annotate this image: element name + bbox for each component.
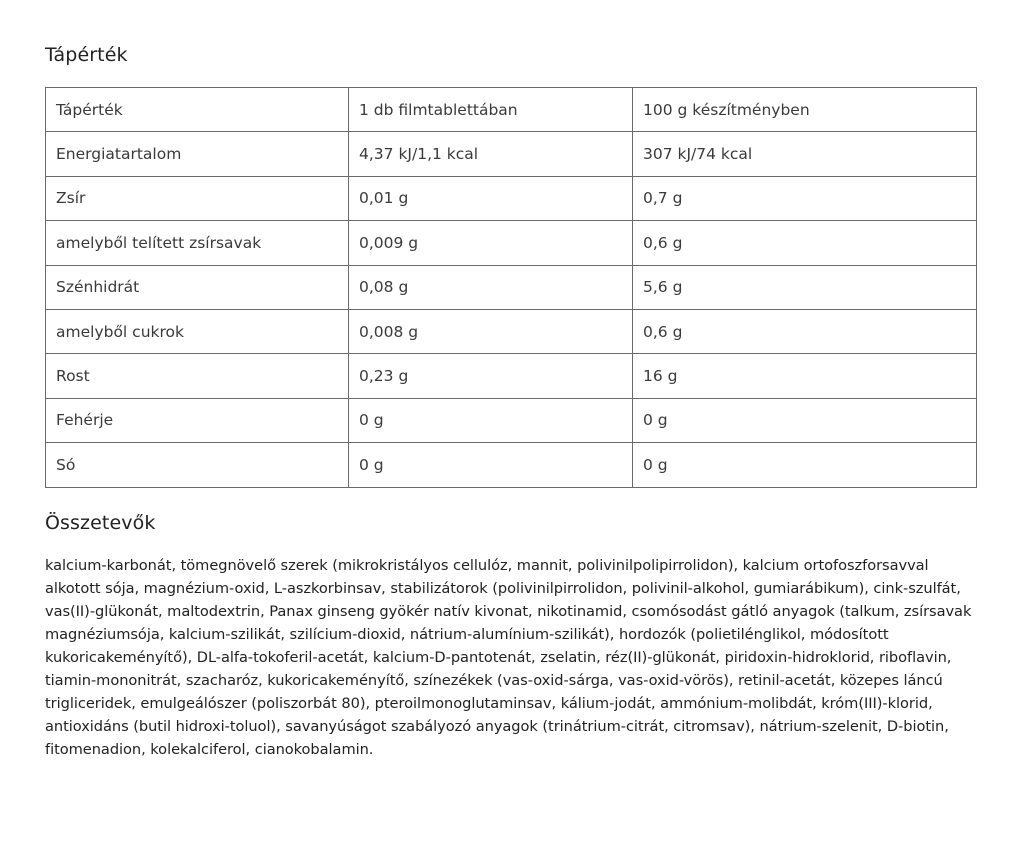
nutrient-name: Energiatartalom — [46, 132, 349, 176]
nutrient-name: amelyből telített zsírsavak — [46, 221, 349, 265]
table-row — [46, 221, 977, 265]
table-row — [46, 443, 977, 487]
per-tablet-value: 0,08 g — [349, 265, 633, 309]
ingredients-title: Összetevők — [45, 512, 156, 534]
per-tablet-value: 0,009 g — [349, 221, 633, 265]
nutrient-name: Szénhidrát — [46, 265, 349, 309]
table-row — [46, 354, 977, 398]
per-100g-value: 0,6 g — [633, 221, 977, 265]
per-tablet-value: 0 g — [349, 398, 633, 442]
per-100g-value: 0 g — [633, 398, 977, 442]
table-row — [46, 176, 977, 220]
nutrient-name: Fehérje — [46, 398, 349, 442]
per-tablet-value: 0 g — [349, 443, 633, 487]
header-cell-per-tablet: 1 db filmtablettában — [349, 88, 633, 132]
per-tablet-value: 0,008 g — [349, 309, 633, 353]
table-header-row — [46, 88, 977, 132]
nutrient-name: Zsír — [46, 176, 349, 220]
per-100g-value: 5,6 g — [633, 265, 977, 309]
table-row — [46, 265, 977, 309]
nutrition-table — [45, 87, 977, 488]
ingredients-text: kalcium-karbonát, tömegnövelő szerek (mikrokristályos cellulóz, mannit, polivinilpolipirrolidon), kalcium ortofoszforsavval alkotott sója, magnézium-oxid, L-aszkorbinsav, stabilizátorok (polivinilpirrolidon, polivinil-alkohol, gumiarábikum), cink-szulfát, vas(II)-glükonát, maltodextrin, Panax ginseng gyökér natív kivonat, nikotinamid, csomósodást gátló anyagok (talkum, zsírsavak magnéziumsója, kalcium-szilikát, szilícium-dioxid, nátrium-alumínium-szilikát), hordozók (polietilénglikol, módosított kukoricakeményítő), DL-alfa-tokoferil-acetát, kalcium-D-pantotenát, zselatin, réz(II)-glükonát, piridoxin-hidroklorid, riboflavin, tiamin-mononitrát, szacharóz, kukoricakeményítő, színezékek (vas-oxid-sárga, vas-oxid-vörös), retinil-acetát, közepes láncú trigliceridek, emulgeálószer (poliszorbát 80), pteroilmonoglutaminsav, kálium-jodát, ammónium-molibdát, króm(III)-klorid, antioxidáns (butil hidroxi-toluol), savanyúságot szabályozó anyagok (trinátrium-citrát, citromsav), nátrium-szelenit, D-biotin, fitomenadion, kolekalciferol, cianokobalamin. — [45, 557, 972, 758]
nutrient-name: amelyből cukrok — [46, 309, 349, 353]
table-row — [46, 132, 977, 176]
per-tablet-value: 0,23 g — [349, 354, 633, 398]
per-100g-value: 16 g — [633, 354, 977, 398]
per-tablet-value: 0,01 g — [349, 176, 633, 220]
header-cell-nutrient: Tápérték — [46, 88, 349, 132]
per-100g-value: 307 kJ/74 kcal — [633, 132, 977, 176]
table-row — [46, 398, 977, 442]
per-100g-value: 0,6 g — [633, 309, 977, 353]
per-100g-value: 0 g — [633, 443, 977, 487]
nutrient-name: Rost — [46, 354, 349, 398]
header-cell-per-100g: 100 g készítményben — [633, 88, 977, 132]
per-tablet-value: 4,37 kJ/1,1 kcal — [349, 132, 633, 176]
nutrient-name: Só — [46, 443, 349, 487]
nutrition-title: Tápérték — [45, 44, 128, 66]
per-100g-value: 0,7 g — [633, 176, 977, 220]
table-row — [46, 309, 977, 353]
